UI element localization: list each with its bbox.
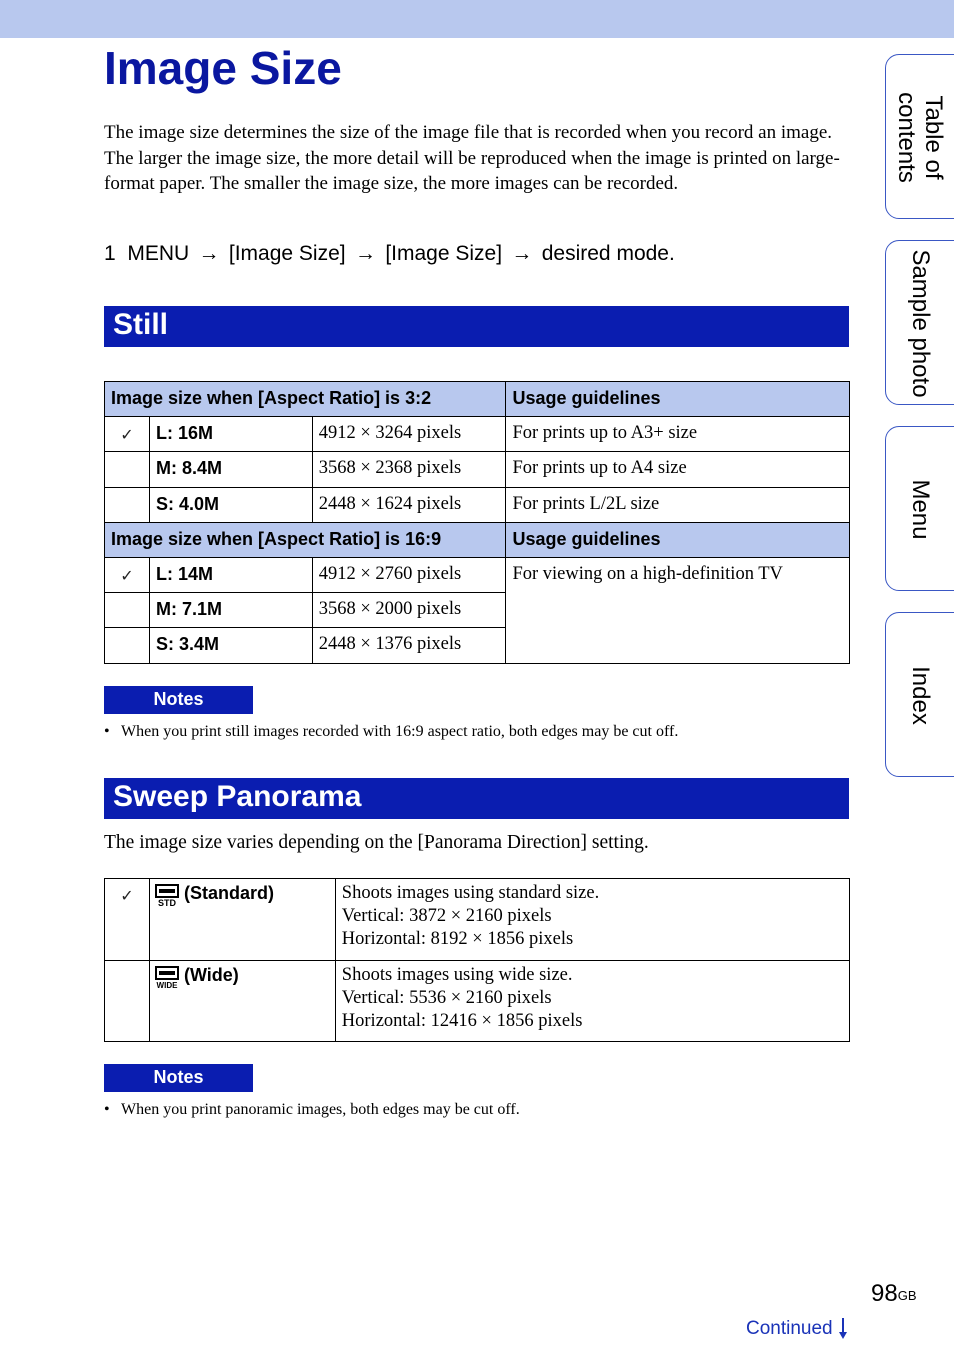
usage-cell: For viewing on a high-definition TV [506,557,850,663]
bullet-icon: • [104,723,110,740]
mode-cell: S: 4.0M [149,487,312,522]
right-arrow-icon: → [511,242,533,265]
still-note [104,722,678,742]
pixels-cell: 2448 × 1624 pixels [312,487,506,522]
usage-header: Usage guidelines [506,382,850,417]
panorama-description-cell [335,960,849,1042]
description-line: Shoots images using wide size. [341,964,573,985]
intro-text: The image size determines the size of the image file that is recorded when you record an image. The larger the image size, the more detail will be reproduced when the image is printed on large-format paper. The smaller the image size, the more images can be recorded. [104,122,840,194]
pixels-cell: 4912 × 2760 pixels [312,557,506,592]
tab-menu[interactable] [885,426,954,591]
empty-cell [105,628,150,663]
pixels-cell: 2448 × 1376 pixels [312,628,506,663]
aspect-3-2-header: Image size when [Aspect Ratio] is 3:2 [105,382,506,417]
pixels-cell: 3568 × 2368 pixels [312,452,506,487]
table-row [105,452,850,487]
page-number [871,1279,917,1309]
check-icon: ✓ [105,879,150,961]
usage-cell: For prints L/2L size [506,487,850,522]
sweep-description: The image size varies depending on the [Panorama Direction] setting. [104,832,649,853]
pixels-cell: 4912 × 3264 pixels [312,417,506,452]
panorama-mode-cell [149,879,335,961]
tab-label: Index [907,666,934,725]
panorama-standard-icon-text: STD [157,898,176,907]
mode-cell: L: 14M [149,557,312,592]
check-icon: ✓ [105,417,150,452]
panorama-mode-label: (Wide) [183,964,239,985]
step-menu: MENU [127,242,190,265]
usage-cell: For prints up to A4 size [506,452,850,487]
table-header-row [105,382,850,417]
table-row [105,557,850,592]
table-row [105,879,850,961]
continued-link[interactable] [746,1316,849,1342]
mode-cell: L: 16M [149,417,312,452]
top-band [0,0,954,38]
tab-label: Menu [907,479,934,540]
description-line: Horizontal: 8192 × 1856 pixels [341,929,574,949]
empty-cell [105,487,150,522]
step-number: 1 [104,242,116,265]
usage-cell: For prints up to A3+ size [506,417,850,452]
sweep-note-text: When you print panoramic images, both edges may be cut off. [121,1101,520,1118]
continued-label: Continued [746,1318,833,1339]
still-notes-badge: Notes [104,686,253,714]
panorama-description-cell [335,879,849,961]
description-line: Vertical: 5536 × 2160 pixels [341,987,552,1008]
sweep-note [104,1100,520,1120]
tab-table-of-contents[interactable] [885,54,954,219]
sweep-notes-badge: Notes [104,1064,253,1092]
table-row [105,960,850,1042]
mode-cell: S: 3.4M [149,628,312,663]
right-arrow-icon: → [198,242,220,265]
mode-cell: M: 8.4M [149,452,312,487]
empty-cell [105,452,150,487]
still-note-text: When you print still images recorded with 16:9 aspect ratio, both edges may be cut off. [121,723,679,740]
step-image-size-2: [Image Size] [385,242,503,265]
panorama-standard-icon [154,883,180,907]
usage-header: Usage guidelines [506,522,850,557]
bullet-icon: • [104,1101,110,1118]
step-desired-mode: desired mode. [541,242,675,265]
tab-sample-photo[interactable] [885,240,954,405]
panorama-mode-label: (Standard) [183,883,274,903]
table-row [105,487,850,522]
panorama-wide-icon [154,965,180,989]
pixels-cell: 3568 × 2000 pixels [312,593,506,628]
empty-cell [105,593,150,628]
table-header-row [105,522,850,557]
down-arrow-icon [837,1316,849,1340]
still-size-table [104,381,850,664]
intro-paragraph [104,120,849,197]
panorama-size-table [104,878,850,1042]
page-title: Image Size [104,42,342,94]
page-number-suffix: GB [897,1288,917,1303]
step-image-size-1: [Image Size] [228,242,346,265]
tab-index[interactable] [885,612,954,777]
page-number-value: 98 [871,1280,898,1307]
menu-step [104,240,675,268]
description-line: Shoots images using standard size. [341,883,600,903]
mode-cell: M: 7.1M [149,593,312,628]
description-line: Horizontal: 12416 × 1856 pixels [341,1010,583,1031]
empty-cell [105,960,150,1042]
panorama-wide-icon-text: WIDE [156,980,178,989]
check-icon: ✓ [105,557,150,592]
tab-label: Table of contents [893,92,948,183]
aspect-16-9-header: Image size when [Aspect Ratio] is 16:9 [105,522,506,557]
sweep-heading: Sweep Panorama [104,778,849,819]
description-line: Vertical: 3872 × 2160 pixels [341,906,552,926]
tab-label: Sample photo [907,249,934,398]
table-row [105,417,850,452]
panorama-mode-cell [149,960,335,1042]
still-heading: Still [104,306,849,347]
right-arrow-icon: → [354,242,376,265]
